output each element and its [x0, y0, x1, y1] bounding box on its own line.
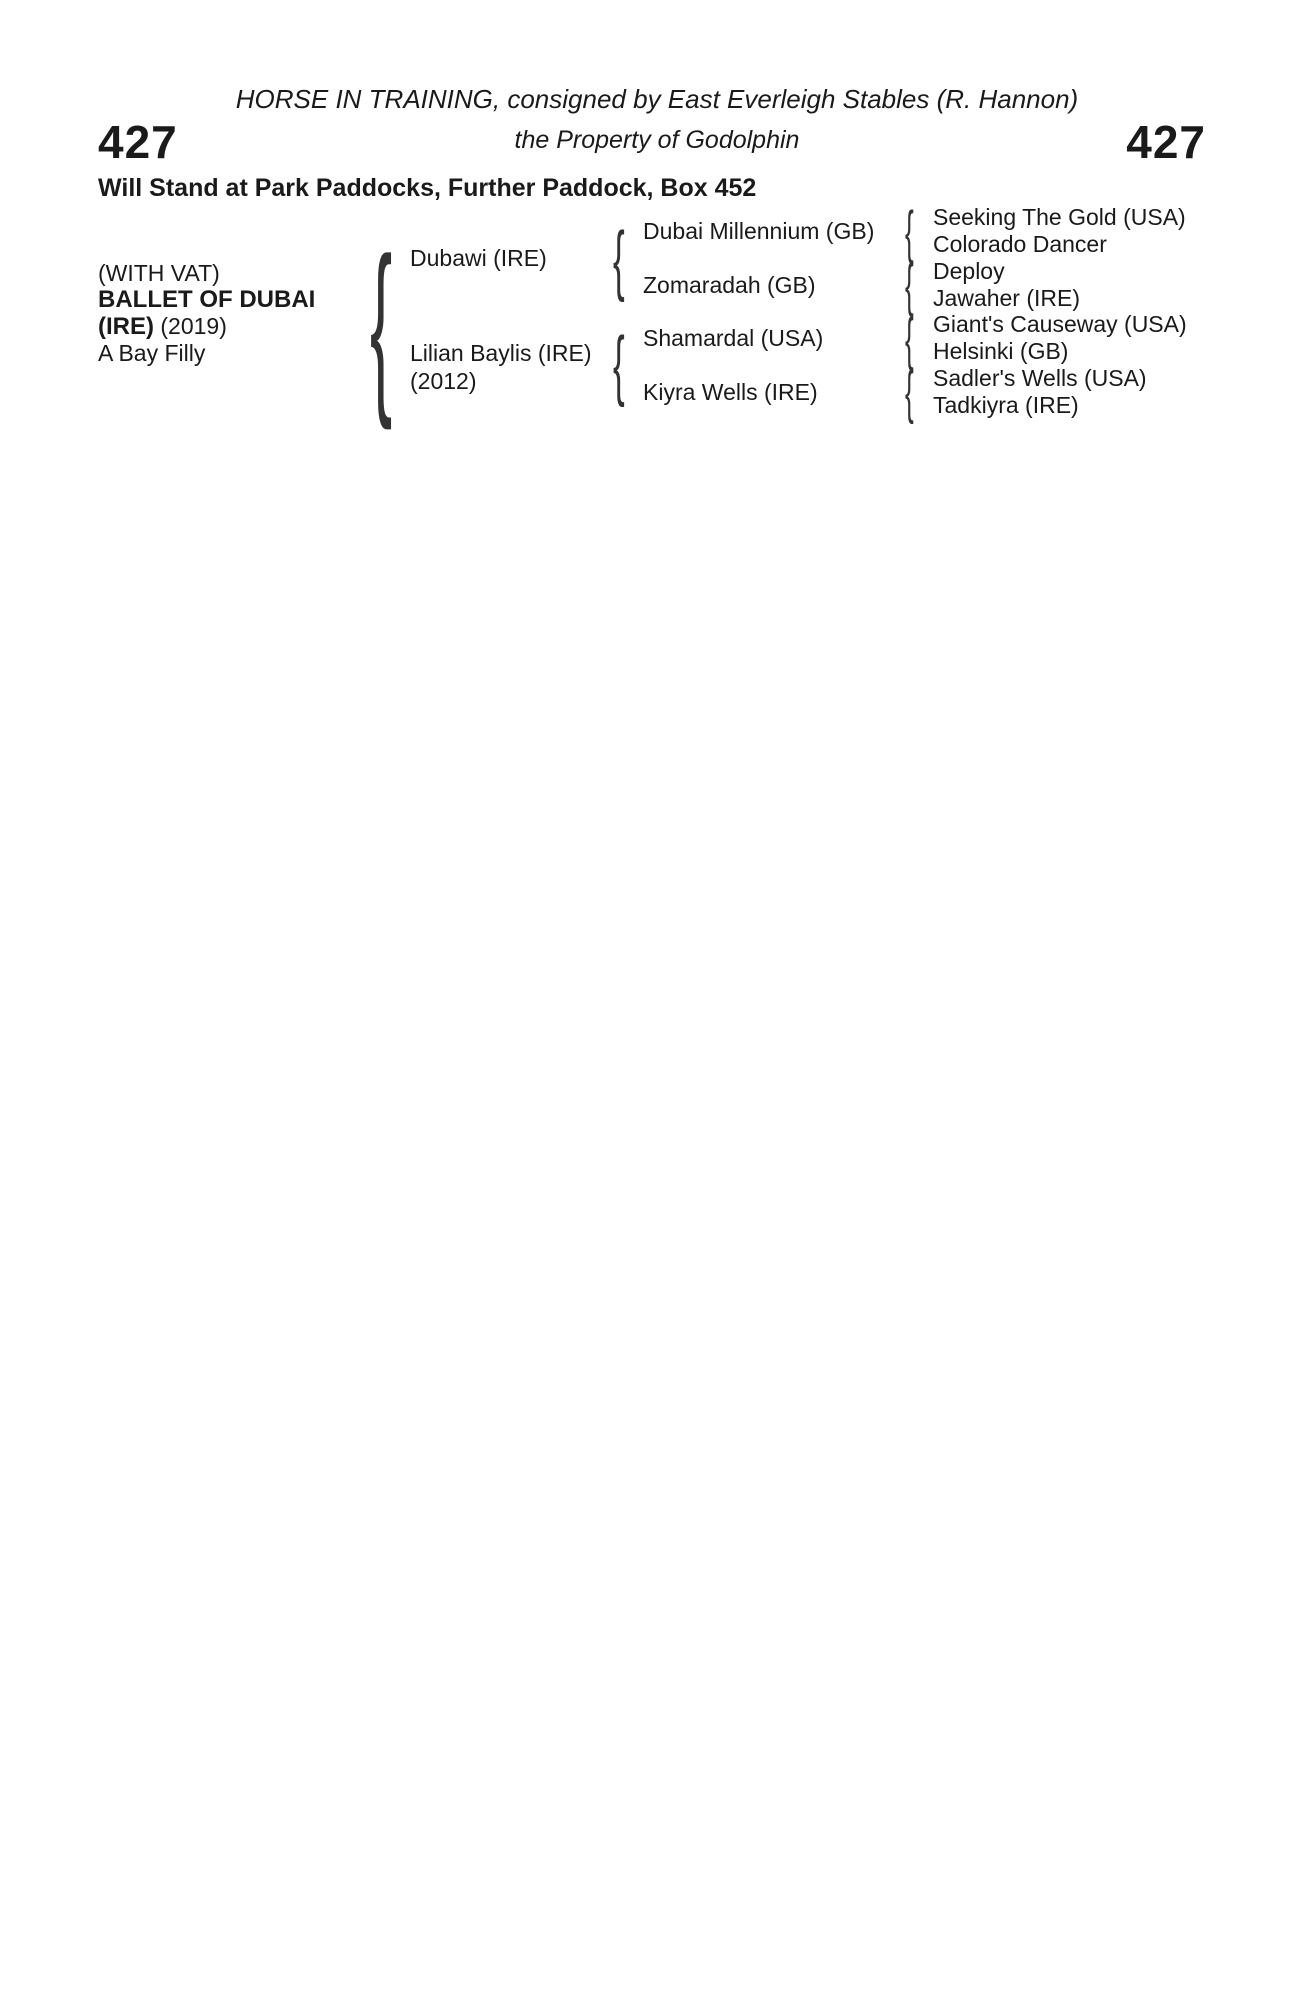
- sire-sire: Dubai Millennium (GB): [643, 218, 875, 244]
- horse-origin: (IRE): [98, 313, 154, 340]
- ped-ssd: Colorado Dancer: [933, 231, 1107, 257]
- horse-year: (2019): [154, 313, 227, 339]
- stand-location: Will Stand at Park Paddocks, Further Paddock, Box 452: [98, 174, 757, 202]
- dam: Lilian Baylis (IRE): [410, 340, 592, 366]
- ped-sss: Seeking The Gold (USA): [933, 204, 1186, 230]
- horse-name: BALLET OF DUBAI: [98, 286, 316, 313]
- ped-dss: Giant's Causeway (USA): [933, 311, 1187, 337]
- ds-brace: {: [905, 307, 914, 372]
- horse-origin-year: [98, 313, 227, 341]
- sire-brace: {: [613, 215, 625, 303]
- property-line: the Property of Godolphin: [514, 126, 800, 154]
- ped-dsd: Helsinki (GB): [933, 338, 1069, 364]
- pedigree-brace: {: [370, 219, 393, 431]
- dam-year: (2012): [410, 368, 477, 394]
- consignor-line: HORSE IN TRAINING, consigned by East Everleigh Stables (R. Hannon): [235, 84, 1079, 114]
- ped-ddd: Tadkiyra (IRE): [933, 392, 1079, 418]
- sire-dam: Zomaradah (GB): [643, 272, 816, 298]
- ped-sdd: Jawaher (IRE): [933, 285, 1080, 311]
- ss-brace: {: [905, 200, 914, 265]
- sd-brace: {: [905, 253, 914, 318]
- sire: Dubawi (IRE): [410, 245, 547, 271]
- dd-brace: {: [905, 360, 914, 425]
- ped-sds: Deploy: [933, 258, 1005, 284]
- dam-dam: Kiyra Wells (IRE): [643, 379, 818, 405]
- ped-dds: Sadler's Wells (USA): [933, 365, 1147, 391]
- dam-sire: Shamardal (USA): [643, 325, 824, 351]
- horse-description: A Bay Filly: [98, 340, 206, 366]
- vat-note: (WITH VAT): [98, 260, 220, 286]
- lot-number-right: 427: [1126, 116, 1206, 168]
- lot-number-left: 427: [98, 116, 178, 168]
- dam-brace: {: [613, 320, 625, 408]
